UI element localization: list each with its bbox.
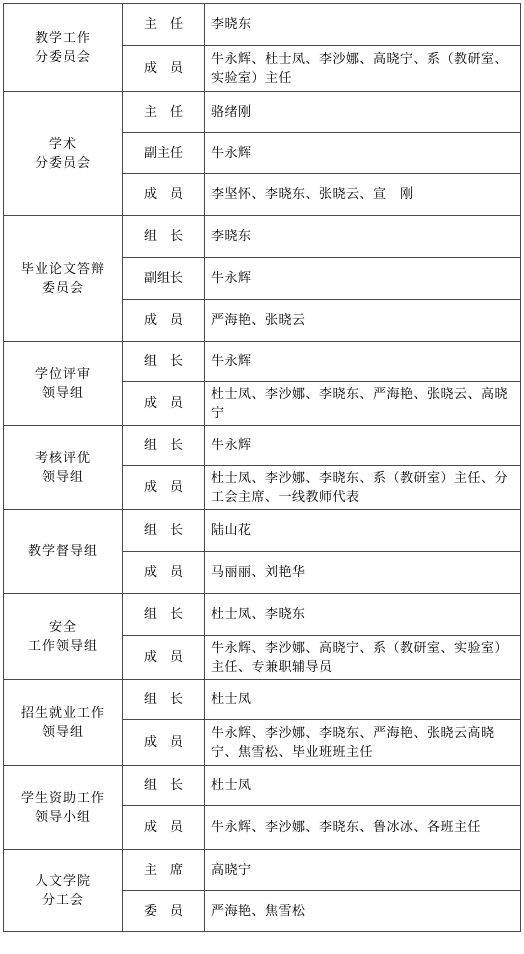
members-cell: 牛永辉	[205, 426, 521, 466]
members-cell: 李晓东	[205, 4, 521, 46]
group-name: 招生就业工作 领导组	[4, 680, 123, 766]
role-cell: 成 员	[123, 382, 205, 426]
members-cell: 牛永辉、杜士凤、李沙娜、高晓宁、系（教研室、实验室）主任	[205, 46, 521, 92]
table-row	[4, 766, 521, 806]
members-cell: 牛永辉	[205, 342, 521, 382]
members-cell: 牛永辉、李沙娜、高晓宁、系（教研室、实验室）主任、专兼职辅导员	[205, 636, 521, 680]
table-row	[4, 680, 521, 720]
group-name: 人文学院 分工会	[4, 850, 123, 932]
role-cell: 成 员	[123, 300, 205, 342]
members-cell: 李晓东	[205, 216, 521, 258]
members-cell: 杜士凤、李沙娜、李晓东、严海艳、张晓云、高晓宁	[205, 382, 521, 426]
members-cell: 牛永辉、李沙娜、李晓东、鲁冰冰、各班主任	[205, 806, 521, 850]
members-cell: 李坚怀、李晓东、张晓云、宣 刚	[205, 174, 521, 216]
members-cell: 严海艳、张晓云	[205, 300, 521, 342]
group-name: 考核评优 领导组	[4, 426, 123, 510]
role-cell: 组 长	[123, 680, 205, 720]
group-name: 安全 工作领导组	[4, 594, 123, 680]
role-cell: 副主任	[123, 133, 205, 174]
role-cell: 成 员	[123, 806, 205, 850]
members-cell: 杜士凤	[205, 766, 521, 806]
members-cell: 杜士凤、李晓东	[205, 594, 521, 636]
table-row	[4, 426, 521, 466]
role-cell: 组 长	[123, 216, 205, 258]
table-row	[4, 342, 521, 382]
table-row	[4, 850, 521, 891]
group-name: 学术 分委员会	[4, 92, 123, 216]
role-cell: 组 长	[123, 342, 205, 382]
table-row	[4, 216, 521, 258]
group-name: 毕业论文答辩 委员会	[4, 216, 123, 342]
members-cell: 牛永辉、李沙娜、李晓东、严海艳、张晓云高晓宁、焦雪松、毕业班班主任	[205, 720, 521, 766]
table-row	[4, 92, 521, 133]
members-cell: 杜士凤	[205, 680, 521, 720]
group-name: 教学督导组	[4, 510, 123, 594]
role-cell: 组 长	[123, 766, 205, 806]
members-cell: 骆绪刚	[205, 92, 521, 133]
members-cell: 杜士凤、李沙娜、李晓东、系（教研室）主任、分工会主席、一线教师代表	[205, 466, 521, 510]
role-cell: 委 员	[123, 891, 205, 932]
role-cell: 成 员	[123, 552, 205, 594]
table-row	[4, 594, 521, 636]
members-cell: 牛永辉	[205, 133, 521, 174]
committee-table-wrapper	[3, 3, 520, 932]
group-name: 学生资助工作 领导小组	[4, 766, 123, 850]
role-cell: 主 任	[123, 92, 205, 133]
role-cell: 成 员	[123, 174, 205, 216]
role-cell: 主 任	[123, 4, 205, 46]
role-cell: 副组长	[123, 258, 205, 300]
role-cell: 组 长	[123, 594, 205, 636]
members-cell: 马丽丽、刘艳华	[205, 552, 521, 594]
role-cell: 组 长	[123, 426, 205, 466]
role-cell: 成 员	[123, 466, 205, 510]
role-cell: 成 员	[123, 636, 205, 680]
role-cell: 成 员	[123, 720, 205, 766]
group-name: 教学工作 分委员会	[4, 4, 123, 92]
role-cell: 主 席	[123, 850, 205, 891]
committee-table	[3, 3, 521, 932]
members-cell: 牛永辉	[205, 258, 521, 300]
table-row	[4, 4, 521, 46]
table-row	[4, 510, 521, 552]
members-cell: 严海艳、焦雪松	[205, 891, 521, 932]
members-cell: 陆山花	[205, 510, 521, 552]
role-cell: 组 长	[123, 510, 205, 552]
role-cell: 成 员	[123, 46, 205, 92]
members-cell: 高晓宁	[205, 850, 521, 891]
group-name: 学位评审 领导组	[4, 342, 123, 426]
